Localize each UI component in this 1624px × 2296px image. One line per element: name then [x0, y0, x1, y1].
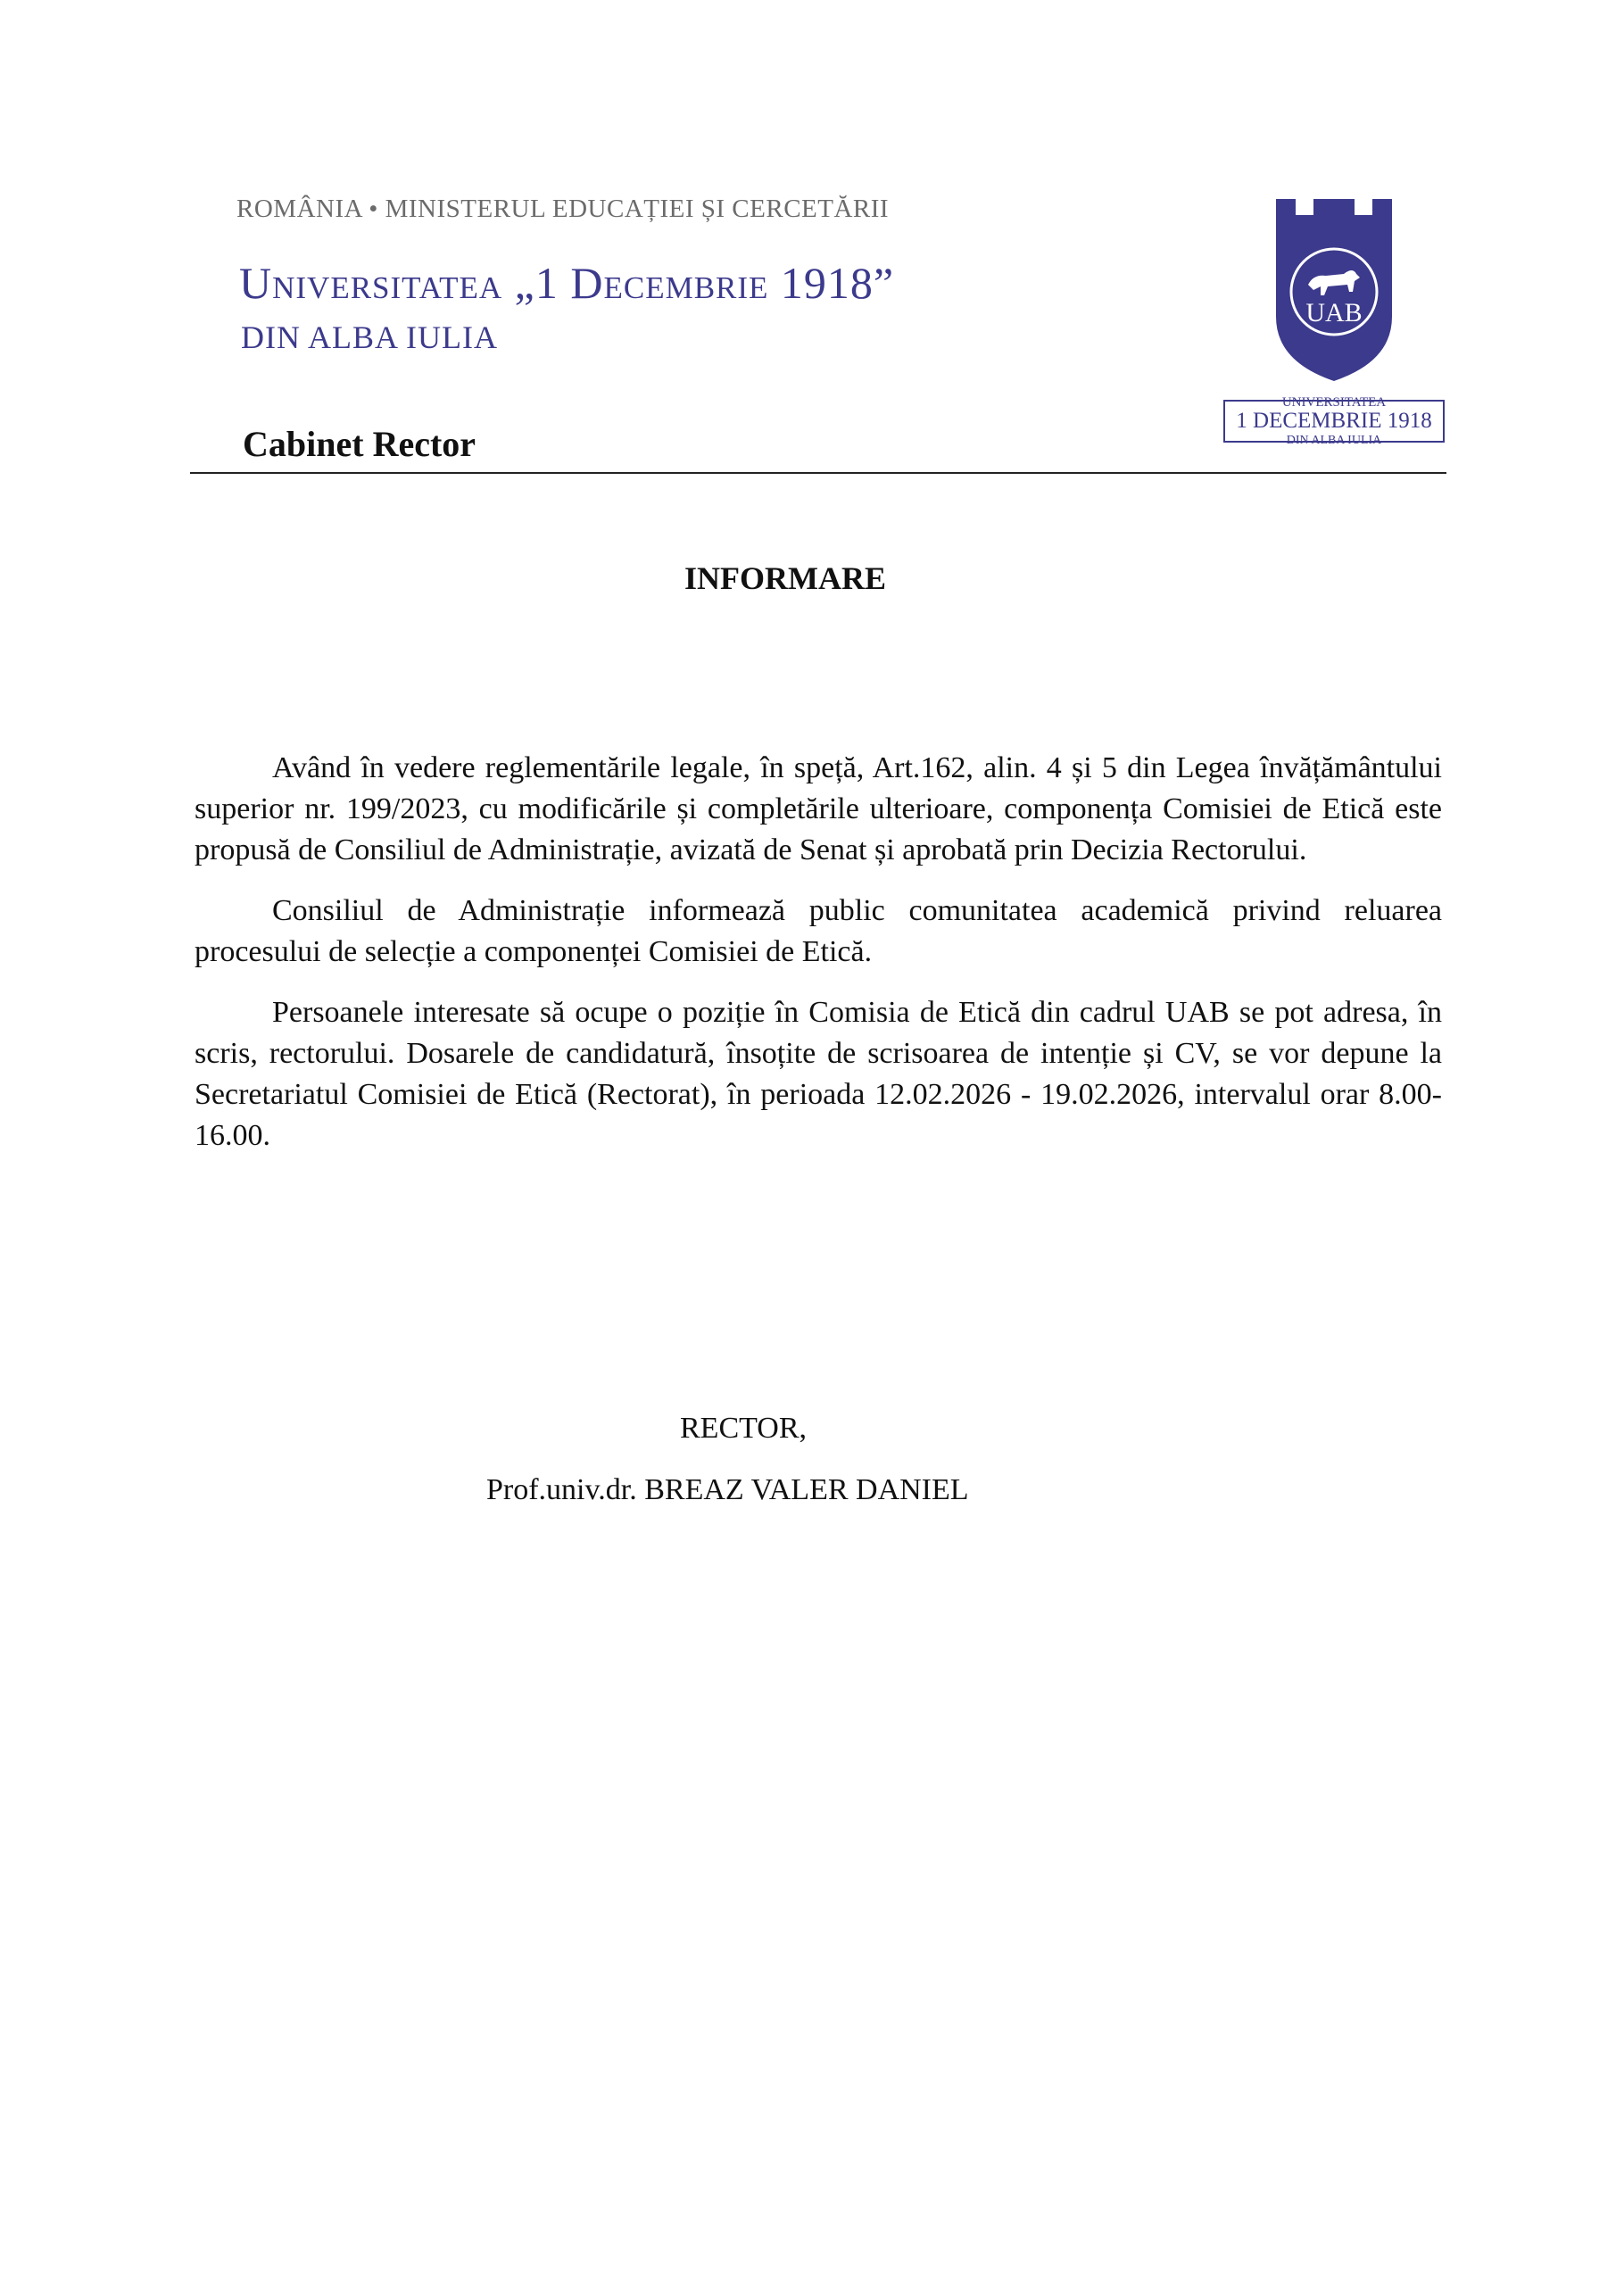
paragraph-announcement: Consiliul de Administrație informează public comunitatea academică privind reluarea procesului de selecție a componenței Comisiei de Etică.: [195, 894, 1442, 968]
university-logo: [1214, 192, 1454, 451]
logo-caption-main: 1 DECEMBRIE 1918: [1236, 409, 1432, 433]
logo-caption-top: UNIVERSITATEA: [1281, 395, 1387, 410]
document-title: INFORMARE: [684, 560, 886, 596]
header-divider: [190, 472, 1446, 474]
header-office: Cabinet Rector: [243, 424, 476, 464]
header-ministry: ROMÂNIA • MINISTERUL EDUCAȚIEI ȘI CERCETĂRII: [236, 195, 890, 223]
signature-role: RECTOR,: [680, 1412, 808, 1445]
header-university-name: Universitatea „1 Decembrie 1918”: [239, 258, 895, 308]
logo-caption-bottom: DIN ALBA IULIA: [1286, 434, 1382, 447]
header-city: DIN ALBA IULIA: [241, 319, 498, 355]
paragraph-application: Persoanele interesate să ocupe o poziție în Comisia de Etică din cadrul UAB se pot adresa, în scris, rectorului. Dosarele de candidatură, însoțite de scrisoarea de intenție și CV, se vor depune la Secretariatul Comisiei de Etică (Rectorat), în perioada 12.02.2026 - 19.02.2026, intervalul orar 8.00-16.00.: [195, 996, 1442, 1152]
paragraph-legal-basis: Având în vedere reglementările legale, în speță, Art.162, alin. 4 și 5 din Legea învățământului superior nr. 199/2023, cu modificările și completările ulterioare, componența Comisiei de Etică este propusă de Consiliul de Administrație, avizată de Senat și aprobată prin Decizia Rectorului.: [195, 751, 1442, 866]
document-body: [195, 748, 1442, 1176]
logo-monogram: UAB: [1305, 298, 1363, 327]
shield-icon: [1276, 199, 1392, 381]
signature-name: Prof.univ.dr. BREAZ VALER DANIEL: [486, 1473, 969, 1506]
